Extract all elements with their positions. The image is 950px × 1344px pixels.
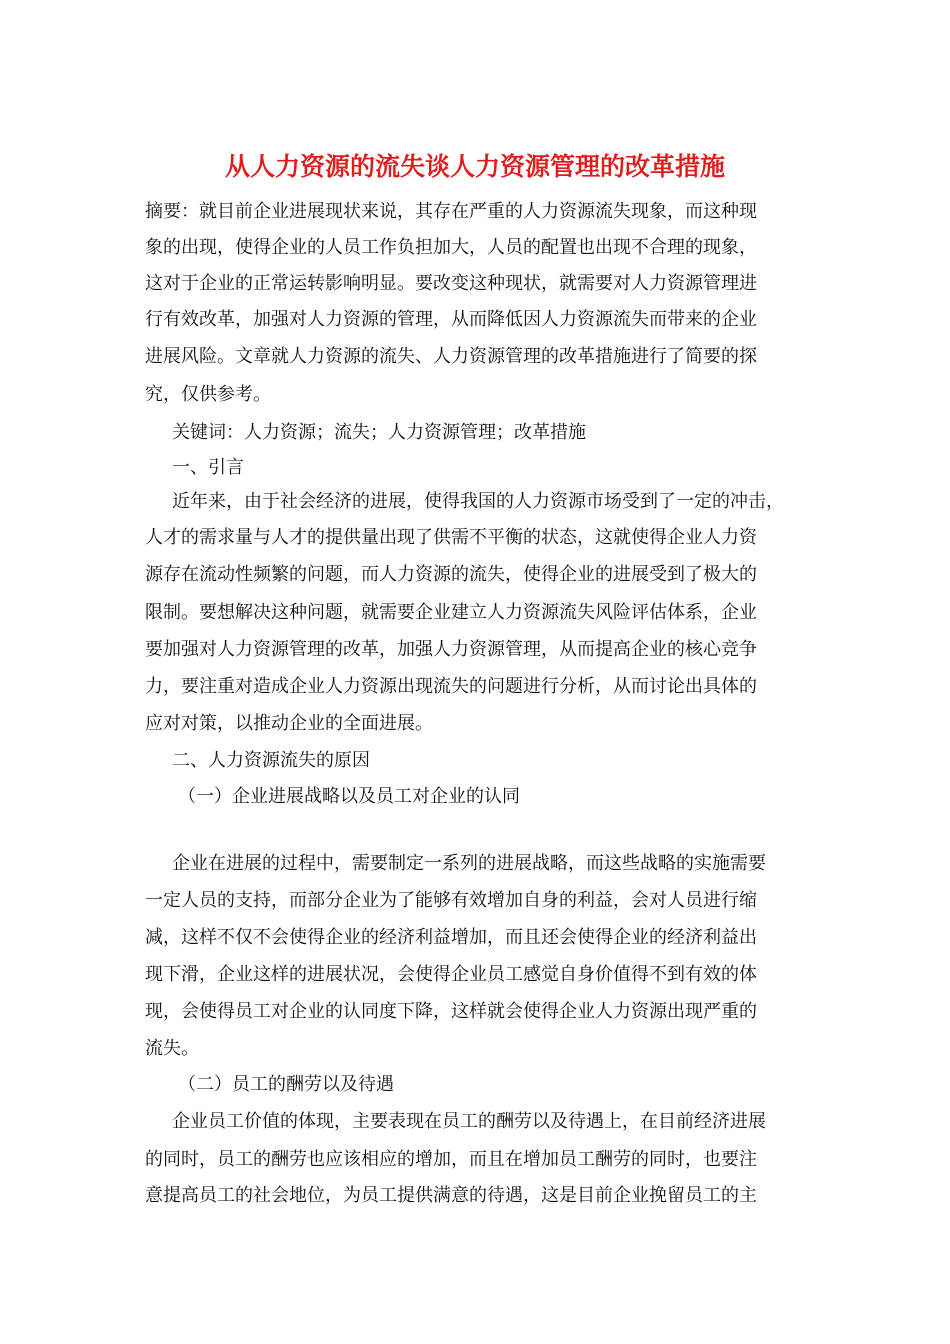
abstract-line: 这对于企业的正常运转影响明显。要改变这种现状，就需要对人力资源管理进 [145,273,757,294]
paragraph-line: 近年来，由于社会经济的进展，使得我国的人力资源市场受到了一定的冲击， [172,491,784,512]
abstract-line: 究，仅供参考。 [145,384,271,405]
abstract-line: 进展风险。文章就人力资源的流失、人力资源管理的改革措施进行了简要的探 [145,346,757,367]
paragraph-line: 减，这样不仅不会使得企业的经济利益增加，而且还会使得企业的经济利益出 [145,927,757,948]
paragraph-line: 的同时，员工的酬劳也应该相应的增加，而且在增加员工酬劳的同时，也要注 [145,1149,757,1170]
paragraph-line: 源存在流动性频繁的问题，而人力资源的流失，使得企业的进展受到了极大的 [145,564,757,585]
paragraph-line: 应对对策，以推动企业的全面进展。 [145,713,433,734]
paragraph-line: 要加强对人力资源管理的改革，加强人力资源管理，从而提高企业的核心竞争 [145,639,757,660]
paragraph-line: 企业在进展的过程中，需要制定一系列的进展战略，而这些战略的实施需要 [172,853,766,874]
subsection-heading-2: （二）员工的酬劳以及待遇 [178,1074,394,1095]
subsection-heading-1: （一）企业进展战略以及员工对企业的认同 [178,786,520,807]
document-title: 从人力资源的流失谈人力资源管理的改革措施 [224,152,725,181]
section-heading-causes: 二、人力资源流失的原因 [172,750,370,771]
abstract-line: 象的出现，使得企业的人员工作负担加大，人员的配置也出现不合理的现象， [145,237,757,258]
section-heading-introduction: 一、引言 [172,457,244,478]
paragraph-line: 力，要注重对造成企业人力资源出现流失的问题进行分析，从而讨论出具体的 [145,676,757,697]
abstract-line: 行有效改革，加强对人力资源的管理，从而降低因人力资源流失而带来的企业 [145,309,757,330]
paragraph-line: 企业员工价值的体现，主要表现在员工的酬劳以及待遇上，在目前经济进展 [172,1111,766,1132]
paragraph-line: 现，会使得员工对企业的认同度下降，这样就会使得企业人力资源出现严重的 [145,1001,757,1022]
keywords-line: 关键词：人力资源；流失；人力资源管理；改革措施 [172,422,586,443]
paragraph-line: 意提高员工的社会地位，为员工提供满意的待遇，这是目前企业挽留员工的主 [145,1185,757,1206]
paragraph-line: 限制。要想解决这种问题，就需要企业建立人力资源流失风险评估体系，企业 [145,602,757,623]
paragraph-line: 现下滑，企业这样的进展状况，会使得企业员工感觉自身价值得不到有效的体 [145,964,757,985]
paragraph-line: 一定人员的支持，而部分企业为了能够有效增加自身的利益，会对人员进行缩 [145,890,757,911]
paragraph-line: 人才的需求量与人才的提供量出现了供需不平衡的状态，这就使得企业人力资 [145,527,757,548]
abstract-line: 摘要：就目前企业进展现状来说，其存在严重的人力资源流失现象，而这种现 [145,201,757,222]
paragraph-line: 流失。 [145,1038,199,1059]
